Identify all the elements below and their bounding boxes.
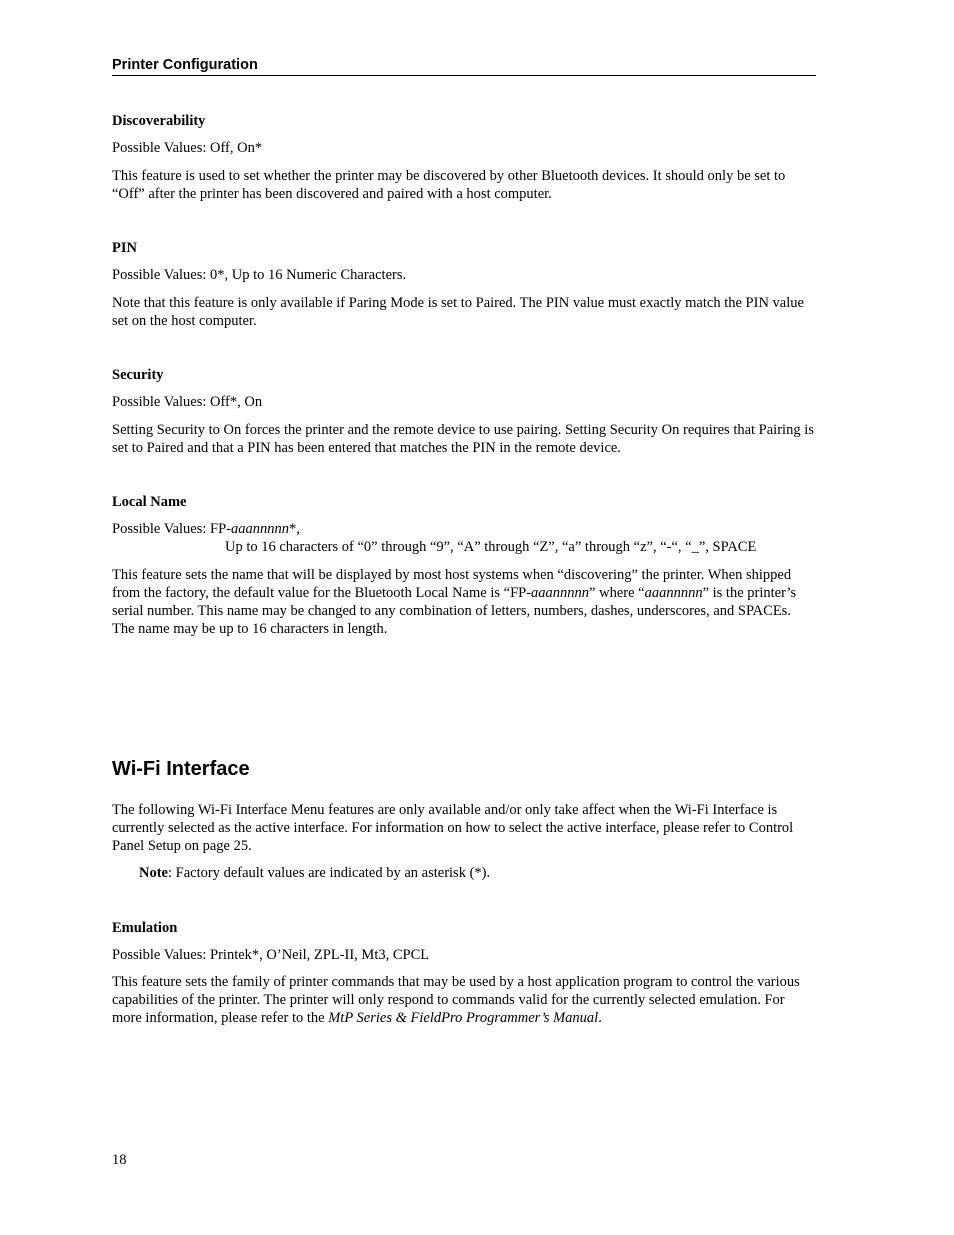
running-header: Printer Configuration bbox=[112, 56, 816, 76]
local-name-desc-italic2: aaannnnn bbox=[644, 585, 703, 601]
page-number: 18 bbox=[112, 1152, 127, 1168]
local-name-desc-italic1: aaannnnn bbox=[531, 585, 590, 601]
local-name-heading: Local Name bbox=[112, 494, 187, 510]
discoverability-values: Possible Values: Off, On* bbox=[112, 140, 263, 156]
wifi-note-text: : Factory default values are indicated by an asterisk (*). bbox=[168, 865, 491, 881]
local-name-desc-part2: ” where “ bbox=[589, 585, 645, 601]
pin-values: Possible Values: 0*, Up to 16 Numeric Characters. bbox=[112, 267, 407, 283]
security-description: Setting Security to On forces the printer and the remote device to use pairing. Setting Security On requires that Pairing is set to Paired and that a PIN has been entered that matches the PIN in the remote device. bbox=[112, 422, 814, 456]
emulation-desc-part1: This feature sets the family of printer commands that may be used by a host application program to control the various capabilities of the printer. The printer will only respond to commands valid for the currently selected emulation. For more information, please refer to the bbox=[112, 974, 800, 1026]
local-name-description bbox=[112, 566, 816, 638]
local-name-values-label: Possible Values: FP- bbox=[112, 521, 231, 537]
local-name-desc-part3: ” is the printer’s serial number. This name may be changed to any combination of letters, numbers, dashes, underscores, and SPACEs. The name may be up to 16 characters in length. bbox=[112, 585, 797, 637]
local-name-values bbox=[112, 520, 816, 538]
wifi-note bbox=[139, 864, 816, 882]
emulation-desc-italic: MtP Series & FieldPro Programmer’s Manual bbox=[328, 1010, 599, 1026]
emulation-desc-part2: . bbox=[598, 1010, 602, 1026]
emulation-values: Possible Values: Printek*, O’Neil, ZPL-II, Mt3, CPCL bbox=[112, 947, 430, 963]
local-name-desc-part1: This feature sets the name that will be displayed by most host systems when “discovering” the printer. When shipped from the factory, the default value for the Bluetooth Local Name is “FP- bbox=[112, 567, 792, 601]
discoverability-heading: Discoverability bbox=[112, 113, 206, 129]
local-name-values-line2: Up to 16 characters of “0” through “9”, “A” through “Z”, “a” through “z”, “-“, “_”, SPACE bbox=[225, 539, 757, 555]
wifi-intro: The following Wi-Fi Interface Menu features are only available and/or only take affect when the Wi-Fi Interface is currently selected as the active interface. For information on how to select the active interface, please refer to Control Panel Setup on page 25. bbox=[112, 802, 794, 854]
local-name-values-tail: *, bbox=[288, 521, 300, 537]
pin-heading: PIN bbox=[112, 240, 137, 256]
emulation-description bbox=[112, 973, 816, 1027]
wifi-note-label: Note bbox=[139, 865, 168, 881]
local-name-values-italic: aaannnnn bbox=[230, 521, 289, 537]
security-values: Possible Values: Off*, On bbox=[112, 394, 263, 410]
discoverability-description: This feature is used to set whether the printer may be discovered by other Bluetooth devices. It should only be set to “Off” after the printer has been discovered and paired with a host computer. bbox=[112, 168, 786, 202]
security-heading: Security bbox=[112, 367, 164, 383]
pin-description: Note that this feature is only available if Paring Mode is set to Paired. The PIN value must exactly match the PIN value set on the host computer. bbox=[112, 295, 804, 329]
wifi-section-title: Wi-Fi Interface bbox=[112, 758, 250, 780]
emulation-heading: Emulation bbox=[112, 920, 178, 936]
